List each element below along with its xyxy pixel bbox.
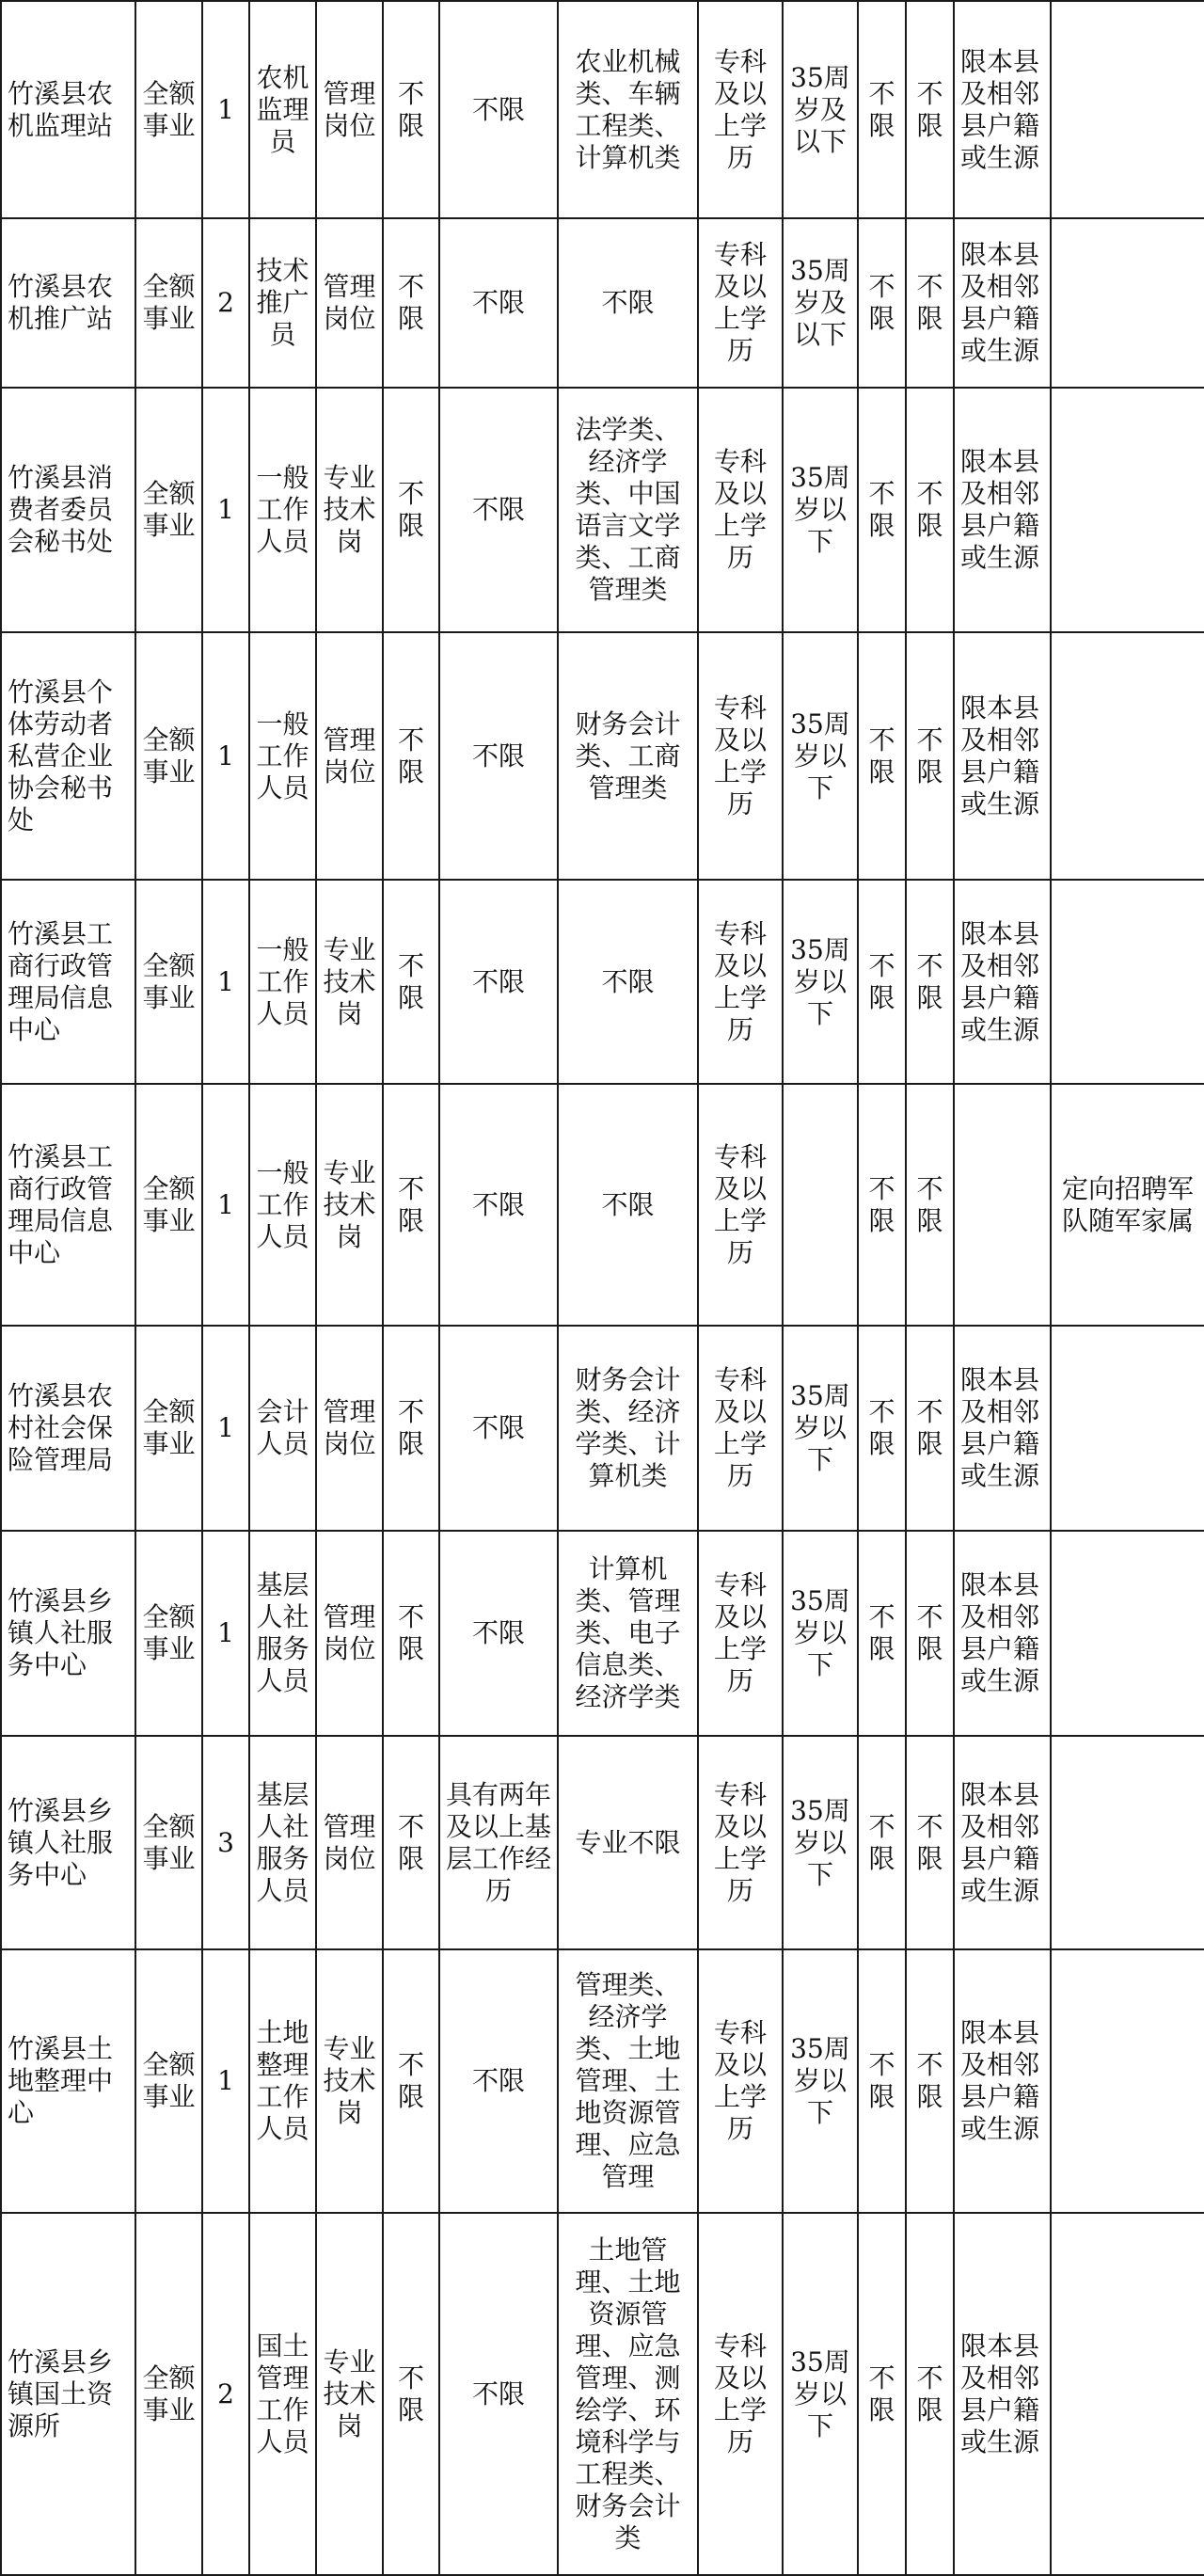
experience-cell: 不限 [439,1,558,218]
age-cell: 35周岁以下 [783,1949,858,2213]
education-cell: 专科及以上学历 [698,2213,783,2575]
age-cell: 35周岁以下 [783,1736,858,1949]
gender-cell: 不限 [383,1531,439,1736]
experience-cell: 不限 [439,218,558,388]
age-cell: 35周岁以下 [783,880,858,1084]
education-cell: 专科及以上学历 [698,1084,783,1326]
age-cell: 35周岁以下 [783,2213,858,2575]
household-source-cell: 限本县及相邻县户籍或生源 [954,1736,1051,1949]
remark-cell [1051,880,1204,1084]
major-cell: 财务会计类、经济学类、计算机类 [558,1326,698,1531]
household-source-cell: 限本县及相邻县户籍或生源 [954,880,1051,1084]
headcount-cell: 1 [202,388,249,632]
table-row [1,1736,1204,1949]
remark-cell [1051,1949,1204,2213]
post-category-cell: 专业技术岗 [316,1084,383,1326]
age-cell: 35周岁以下 [783,388,858,632]
post-category-cell: 专业技术岗 [316,388,383,632]
post-name-cell: 国土管理工作人员 [249,2213,316,2575]
degree-cell: 不限 [858,1531,906,1736]
household-source-cell: 限本县及相邻县户籍或生源 [954,1531,1051,1736]
professional-title-cell: 不限 [906,1,954,218]
education-cell: 专科及以上学历 [698,1736,783,1949]
headcount-cell: 1 [202,1,249,218]
household-source-cell: 限本县及相邻县户籍或生源 [954,218,1051,388]
post-category-cell: 管理岗位 [316,632,383,880]
remark-cell [1051,1326,1204,1531]
age-cell: 35周岁及以下 [783,1,858,218]
remark-cell [1051,218,1204,388]
unit-cell: 竹溪县消费者委员会秘书处 [1,388,135,632]
headcount-cell: 3 [202,1736,249,1949]
experience-cell: 不限 [439,632,558,880]
household-source-cell: 限本县及相邻县户籍或生源 [954,1949,1051,2213]
gender-cell: 不限 [383,388,439,632]
experience-cell: 不限 [439,2213,558,2575]
education-cell: 专科及以上学历 [698,1531,783,1736]
education-cell: 专科及以上学历 [698,632,783,880]
major-cell: 农业机械类、车辆工程类、计算机类 [558,1,698,218]
household-source-cell [954,1084,1051,1326]
unit-cell: 竹溪县工商行政管理局信息中心 [1,880,135,1084]
post-category-cell: 专业技术岗 [316,880,383,1084]
professional-title-cell: 不限 [906,388,954,632]
education-cell: 专科及以上学历 [698,218,783,388]
major-cell: 不限 [558,880,698,1084]
post-category-cell: 专业技术岗 [316,2213,383,2575]
gender-cell: 不限 [383,1,439,218]
household-source-cell: 限本县及相邻县户籍或生源 [954,632,1051,880]
funding-type-cell: 全额事业 [135,388,202,632]
table-body [1,1,1204,2575]
major-cell: 财务会计类、工商管理类 [558,632,698,880]
funding-type-cell: 全额事业 [135,1326,202,1531]
headcount-cell: 1 [202,1531,249,1736]
degree-cell: 不限 [858,1949,906,2213]
unit-cell: 竹溪县乡镇人社服务中心 [1,1736,135,1949]
post-category-cell: 管理岗位 [316,1326,383,1531]
gender-cell: 不限 [383,2213,439,2575]
professional-title-cell: 不限 [906,1736,954,1949]
degree-cell: 不限 [858,1084,906,1326]
degree-cell: 不限 [858,632,906,880]
headcount-cell: 2 [202,218,249,388]
table-row [1,218,1204,388]
gender-cell: 不限 [383,1736,439,1949]
experience-cell: 不限 [439,880,558,1084]
remark-cell [1051,388,1204,632]
table-row [1,1084,1204,1326]
post-category-cell: 管理岗位 [316,1,383,218]
degree-cell: 不限 [858,218,906,388]
table-row [1,1949,1204,2213]
post-name-cell: 土地整理工作人员 [249,1949,316,2213]
headcount-cell: 1 [202,1949,249,2213]
funding-type-cell: 全额事业 [135,218,202,388]
post-name-cell: 技术推广员 [249,218,316,388]
post-category-cell: 专业技术岗 [316,1949,383,2213]
professional-title-cell: 不限 [906,1531,954,1736]
remark-cell [1051,1736,1204,1949]
education-cell: 专科及以上学历 [698,1949,783,2213]
household-source-cell: 限本县及相邻县户籍或生源 [954,1326,1051,1531]
major-cell: 专业不限 [558,1736,698,1949]
gender-cell: 不限 [383,1084,439,1326]
household-source-cell: 限本县及相邻县户籍或生源 [954,2213,1051,2575]
funding-type-cell: 全额事业 [135,1531,202,1736]
table-row [1,1,1204,218]
unit-cell: 竹溪县农机监理站 [1,1,135,218]
major-cell: 计算机类、管理类、电子信息类、经济学类 [558,1531,698,1736]
experience-cell: 不限 [439,388,558,632]
gender-cell: 不限 [383,1326,439,1531]
unit-cell: 竹溪县农机推广站 [1,218,135,388]
experience-cell: 不限 [439,1531,558,1736]
headcount-cell: 1 [202,880,249,1084]
age-cell: 35周岁以下 [783,1531,858,1736]
table-row [1,1531,1204,1736]
degree-cell: 不限 [858,388,906,632]
professional-title-cell: 不限 [906,880,954,1084]
gender-cell: 不限 [383,218,439,388]
degree-cell: 不限 [858,1736,906,1949]
degree-cell: 不限 [858,1,906,218]
post-name-cell: 一般工作人员 [249,1084,316,1326]
funding-type-cell: 全额事业 [135,632,202,880]
degree-cell: 不限 [858,1326,906,1531]
unit-cell: 竹溪县个体劳动者私营企业协会秘书处 [1,632,135,880]
remark-cell [1051,1531,1204,1736]
age-cell: 35周岁以下 [783,632,858,880]
funding-type-cell: 全额事业 [135,880,202,1084]
major-cell: 不限 [558,1084,698,1326]
household-source-cell: 限本县及相邻县户籍或生源 [954,1,1051,218]
professional-title-cell: 不限 [906,2213,954,2575]
table-row [1,632,1204,880]
gender-cell: 不限 [383,632,439,880]
professional-title-cell: 不限 [906,1084,954,1326]
professional-title-cell: 不限 [906,1326,954,1531]
unit-cell: 竹溪县工商行政管理局信息中心 [1,1084,135,1326]
table-row [1,1326,1204,1531]
experience-cell: 具有两年及以上基层工作经历 [439,1736,558,1949]
post-name-cell: 基层人社服务人员 [249,1531,316,1736]
post-name-cell: 农机监理员 [249,1,316,218]
experience-cell: 不限 [439,1949,558,2213]
table-row [1,2213,1204,2575]
experience-cell: 不限 [439,1084,558,1326]
table-row [1,880,1204,1084]
age-cell: 35周岁以下 [783,1326,858,1531]
funding-type-cell: 全额事业 [135,1949,202,2213]
post-name-cell: 会计人员 [249,1326,316,1531]
professional-title-cell: 不限 [906,218,954,388]
degree-cell: 不限 [858,2213,906,2575]
major-cell: 土地管理、土地资源管理、应急管理、测绘学、环境科学与工程类、财务会计类 [558,2213,698,2575]
degree-cell: 不限 [858,880,906,1084]
post-name-cell: 一般工作人员 [249,880,316,1084]
gender-cell: 不限 [383,1949,439,2213]
headcount-cell: 2 [202,2213,249,2575]
funding-type-cell: 全额事业 [135,2213,202,2575]
remark-cell [1051,1,1204,218]
funding-type-cell: 全额事业 [135,1084,202,1326]
age-cell: 35周岁及以下 [783,218,858,388]
major-cell: 法学类、经济学类、中国语言文学类、工商管理类 [558,388,698,632]
household-source-cell: 限本县及相邻县户籍或生源 [954,388,1051,632]
unit-cell: 竹溪县土地整理中心 [1,1949,135,2213]
post-name-cell: 一般工作人员 [249,388,316,632]
education-cell: 专科及以上学历 [698,1,783,218]
post-name-cell: 一般工作人员 [249,632,316,880]
major-cell: 管理类、经济学类、土地管理、土地资源管理、应急管理 [558,1949,698,2213]
professional-title-cell: 不限 [906,632,954,880]
unit-cell: 竹溪县乡镇人社服务中心 [1,1531,135,1736]
experience-cell: 不限 [439,1326,558,1531]
funding-type-cell: 全额事业 [135,1736,202,1949]
table-row [1,388,1204,632]
remark-cell: 定向招聘军队随军家属 [1051,1084,1204,1326]
age-cell [783,1084,858,1326]
unit-cell: 竹溪县乡镇国土资源所 [1,2213,135,2575]
education-cell: 专科及以上学历 [698,388,783,632]
headcount-cell: 1 [202,632,249,880]
post-category-cell: 管理岗位 [316,1531,383,1736]
professional-title-cell: 不限 [906,1949,954,2213]
gender-cell: 不限 [383,880,439,1084]
remark-cell [1051,2213,1204,2575]
remark-cell [1051,632,1204,880]
funding-type-cell: 全额事业 [135,1,202,218]
unit-cell: 竹溪县农村社会保险管理局 [1,1326,135,1531]
headcount-cell: 1 [202,1084,249,1326]
headcount-cell: 1 [202,1326,249,1531]
education-cell: 专科及以上学历 [698,880,783,1084]
education-cell: 专科及以上学历 [698,1326,783,1531]
major-cell: 不限 [558,218,698,388]
post-category-cell: 管理岗位 [316,1736,383,1949]
post-category-cell: 管理岗位 [316,218,383,388]
post-name-cell: 基层人社服务人员 [249,1736,316,1949]
